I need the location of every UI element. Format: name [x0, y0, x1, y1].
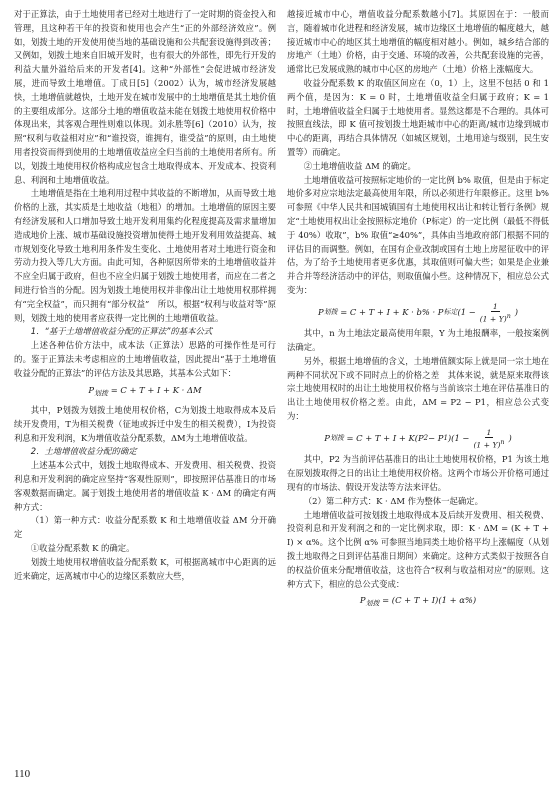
formula-b-percent — [287, 302, 549, 324]
formula-alpha — [287, 594, 549, 611]
formula-expression: = (C + T + I)(1 + α%) — [382, 595, 477, 606]
formula-subscript: 划拨 — [94, 389, 109, 398]
paragraph: 土地增值是指在土地利用过程中其收益的不断增加，从而导致土地价格的上涨，其实质是土地收益（地租）的增加。土地增值的原因主要有经济发展和人口增加导致土地开发利用集约化程度提高及需求量增加造成地价上涨、城市基础设施投资增加使得土地开发利用效益提高、城市规划变化导致土地利用条件发生变化、土地使用者对土地进行资金和劳动力投入等几大方面。由此可知，各种原因所带来的土地增值收益并不应全归属于政府，但也不应全归属于划拨土地使用者，而应在二者之间进行恰当的分配。因为划拨土地使用权并非像出让土地使用权那样拥有“完全权益”，而只拥有“部分权益” 所以，根据“权利与收益对等”原则，划拨土地的使用者应获得一定比例的土地增值收益。 — [14, 188, 276, 323]
formula-expression: − P — [428, 432, 444, 443]
formula-paren: (1 − — [457, 306, 476, 317]
paragraph: 土地增值收益可按划拨土地取得成本及后续开发费用、相关税费、投资利息和开发利润之和的一定比例求取，即：K · ΔM = (K + T + I) × α%。这个比例 α% 可参照当地同类土地价格平均上涨幅度（从划拨土地取得之日到评估基准日期间）来确定。这种方式类似于按照各自的权益价值来分配增值收益，这也符合“权利与收益相对应”的原则。这种方式下，相应的总公式变成： — [287, 509, 549, 589]
section-heading: 1．“基于土地增值收益分配的正算法”的基本公式 — [30, 326, 213, 337]
formula-subscript: 2 — [423, 433, 429, 442]
formula-symbol: P — [324, 432, 330, 443]
paragraph: ②土地增值收益 ΔM 的确定。 — [303, 160, 416, 171]
paragraph: ①收益分配系数 K 的确定。 — [30, 542, 135, 553]
paragraph: 越接近城市中心，增值收益分配系数越小[7]。其原因在于：一般而言，随着城市化进程和经济发展，城市边缘区土地增值的幅度越大，越接近城市中心的地区其土地增值的幅度相对越小。例如，城乡结合部的房地产（土地）价格，由于交通、环境的改善，公共配套设施的完善，通常比已发展成熟的城市中心区的房地产（土地）价格上涨幅度大。 — [287, 9, 549, 75]
formula-paren: ) — [508, 432, 512, 443]
paragraph: 土地增值收益可按照标定地价的一定比例 b% 取值，但是由于标定地价多对应宗地法定最高使用年限，所以必须进行年限修正。这里 b% 可参照《中华人民共和国城镇国有土地使用权出让和转让暂行条例》规定“土地使用权出让金按照标定地价（P标定）的一定比例（最低不得低于 40%）收取”，b% 取值“≥40%”，具体由当地政府部门根据不同的评估目的而调整。例如，在国有企业改制或国有土地上房屋征收中的评估，为了给予土地使用者更多优惠，其取值则可偏大些；如果是企业兼并合并等经济活动中的评估，则取值偏小些。这种情况下，相应总公式变为： — [287, 174, 549, 295]
fraction-denominator — [478, 312, 513, 324]
formula-symbol: P — [359, 595, 366, 606]
formula-symbol: P — [317, 306, 324, 317]
formula-subscript: 1 — [443, 433, 448, 442]
formula-fraction — [471, 428, 506, 450]
fraction-denominator-base: (1 + Y) — [479, 314, 507, 324]
paragraph: 其中，P2 为当前评估基准日的出让土地使用权价格，P1 为该土地在原划拨取得之日的出让土地使用权价格。这两个市场公开价格可通过现有的市场法、假设开发法等方法来评估。 — [287, 454, 549, 492]
formula-expression: = C + T + I + K · b% · P — [340, 306, 444, 317]
formula-paren: ) — [514, 306, 519, 317]
fraction-numerator: 1 — [492, 301, 498, 311]
paragraph: 其中，P划拨为划拨土地使用权价格，C为划拨土地取得成本及后续开发费用，T为相关税费（征地或拆迁中发生的相关税费），I为投资利息和开发利润，K为增值收益分配系数，ΔM为土地增值收益。 — [14, 404, 276, 443]
formula-symbol: P — [88, 384, 95, 395]
fraction-exponent: n — [506, 312, 511, 320]
paragraph: 其中，n 为土地法定最高使用年限，Y 为土地报酬率，一般按案例法确定。 — [287, 328, 549, 353]
left-column — [14, 8, 276, 583]
paragraph: （2）第二种方式：K · ΔM 作为整体一起确定。 — [303, 495, 484, 506]
formula-subscript: 划拨 — [365, 600, 380, 609]
paragraph: 收益分配系数 K 的取值区间应在（0，1）上，这里不包括 0 和 1 两个值，是因为：K = 0 时，土地增值收益全归属于政府；K = 1 时，土地增值收益全归属于土地使用者。显然这都是不合理的。具体可按照直线法，即 K 值可按划拨土地距城市中心的距离/城市边缘到城市中心的距离，再结合具体情况（如城区规划，土地用途与级别，民生安置等）而确定。 — [287, 77, 549, 157]
right-column — [287, 8, 549, 615]
paragraph: 划拨土地使用权增值收益分配系数 K，可根据离城市中心距离的远近来确定，远离城市中心的边缘区系数应大些， — [14, 556, 276, 581]
fraction-exponent: n — [500, 438, 505, 446]
formula-basic — [14, 384, 276, 401]
paragraph: 上述各种估价方法中，成本法（正算法）思路的可操作性是可行的。鉴于正算法未考虑相应的土地增值收益，因此提出“基于土地增值收益分配的正算法”的评估方法及其思路，其基本公式如下： — [14, 340, 276, 378]
formula-expression: )(1 − — [447, 432, 470, 443]
paragraph: 上述基本公式中，划拨土地取得成本、开发费用、相关税费、投资利息和开发利润的确定应坚持“客观性原则”，即按照评估基准日的市场客观数据而确定。属于划拨土地使用者的增值收益 K · ΔM 的确定有两种方式： — [14, 460, 276, 512]
formula-subscript: 划拨 — [329, 433, 344, 442]
paragraph: 对于正算法，由于土地使用者已经对土地进行了一定时期的资金投入和管理，且这种若干年的投资和使用也会产生“正的外部经济效应”。例如，划拨土地的开发使用使当地的基础设施和公共配套设施得到改善；又例如，划拨土地来自旧城开发时，也有很大的外部性，即先行开发的利益大量外溢给后来的开发者[4]。这种“外部性”会促进城市经济发展，进而导致土地增值。丁成日[5]（2002）认为，城市经济发展越快，土地增值就越快，土地开发在城市发展中的土地增值是其土地价值的主要组成部分。这部分土地的增值收益未能在划拨土地使用权价格中体现出来，其客观合理性则难以体现。刘永胜等[6]（2010）认为，按照“权利与收益相对应”和“谁投资，谁拥有，谁受益”的原则，由土地使用者投资而得到使用的土地增值收益应全归当前的土地使用者所有。所以，划拨土地使用权价格构成应包含土地取得成本、开发成本、投资利息、利润和土地增值收益。 — [14, 9, 276, 185]
paragraph: 另外，根据土地增值的含义，土地增值额实际上就是同一宗土地在两种不同状况下或不同时点上的价格之差 其体来说，就是原来取得该宗土地使用权时的出让土地使用权价格与当前该宗土地在评估基准日的出让土地使用权价格之差。由此，ΔM = P2 − P1，相应总公式变为： — [287, 355, 549, 422]
formula-expression: = C + T + I + K(P — [346, 432, 424, 443]
paragraph: （1）第一种方式：收益分配系数 K 和土地增值收益 ΔM 分开确定 — [14, 515, 276, 540]
formula-subscript: 标定 — [443, 307, 458, 316]
fraction-denominator-base: (1 + Y) — [473, 440, 501, 450]
formula-fraction — [478, 302, 513, 324]
formula-expression: = C + T + I + K · ΔM — [110, 384, 202, 395]
fraction-numerator: 1 — [486, 427, 492, 437]
fraction-denominator — [471, 438, 506, 450]
section-heading: 2．土地增值收益分配的确定 — [30, 446, 137, 457]
formula-delta-m — [287, 428, 549, 450]
formula-subscript: 划拨 — [323, 307, 338, 316]
page-number: 110 — [14, 768, 31, 780]
